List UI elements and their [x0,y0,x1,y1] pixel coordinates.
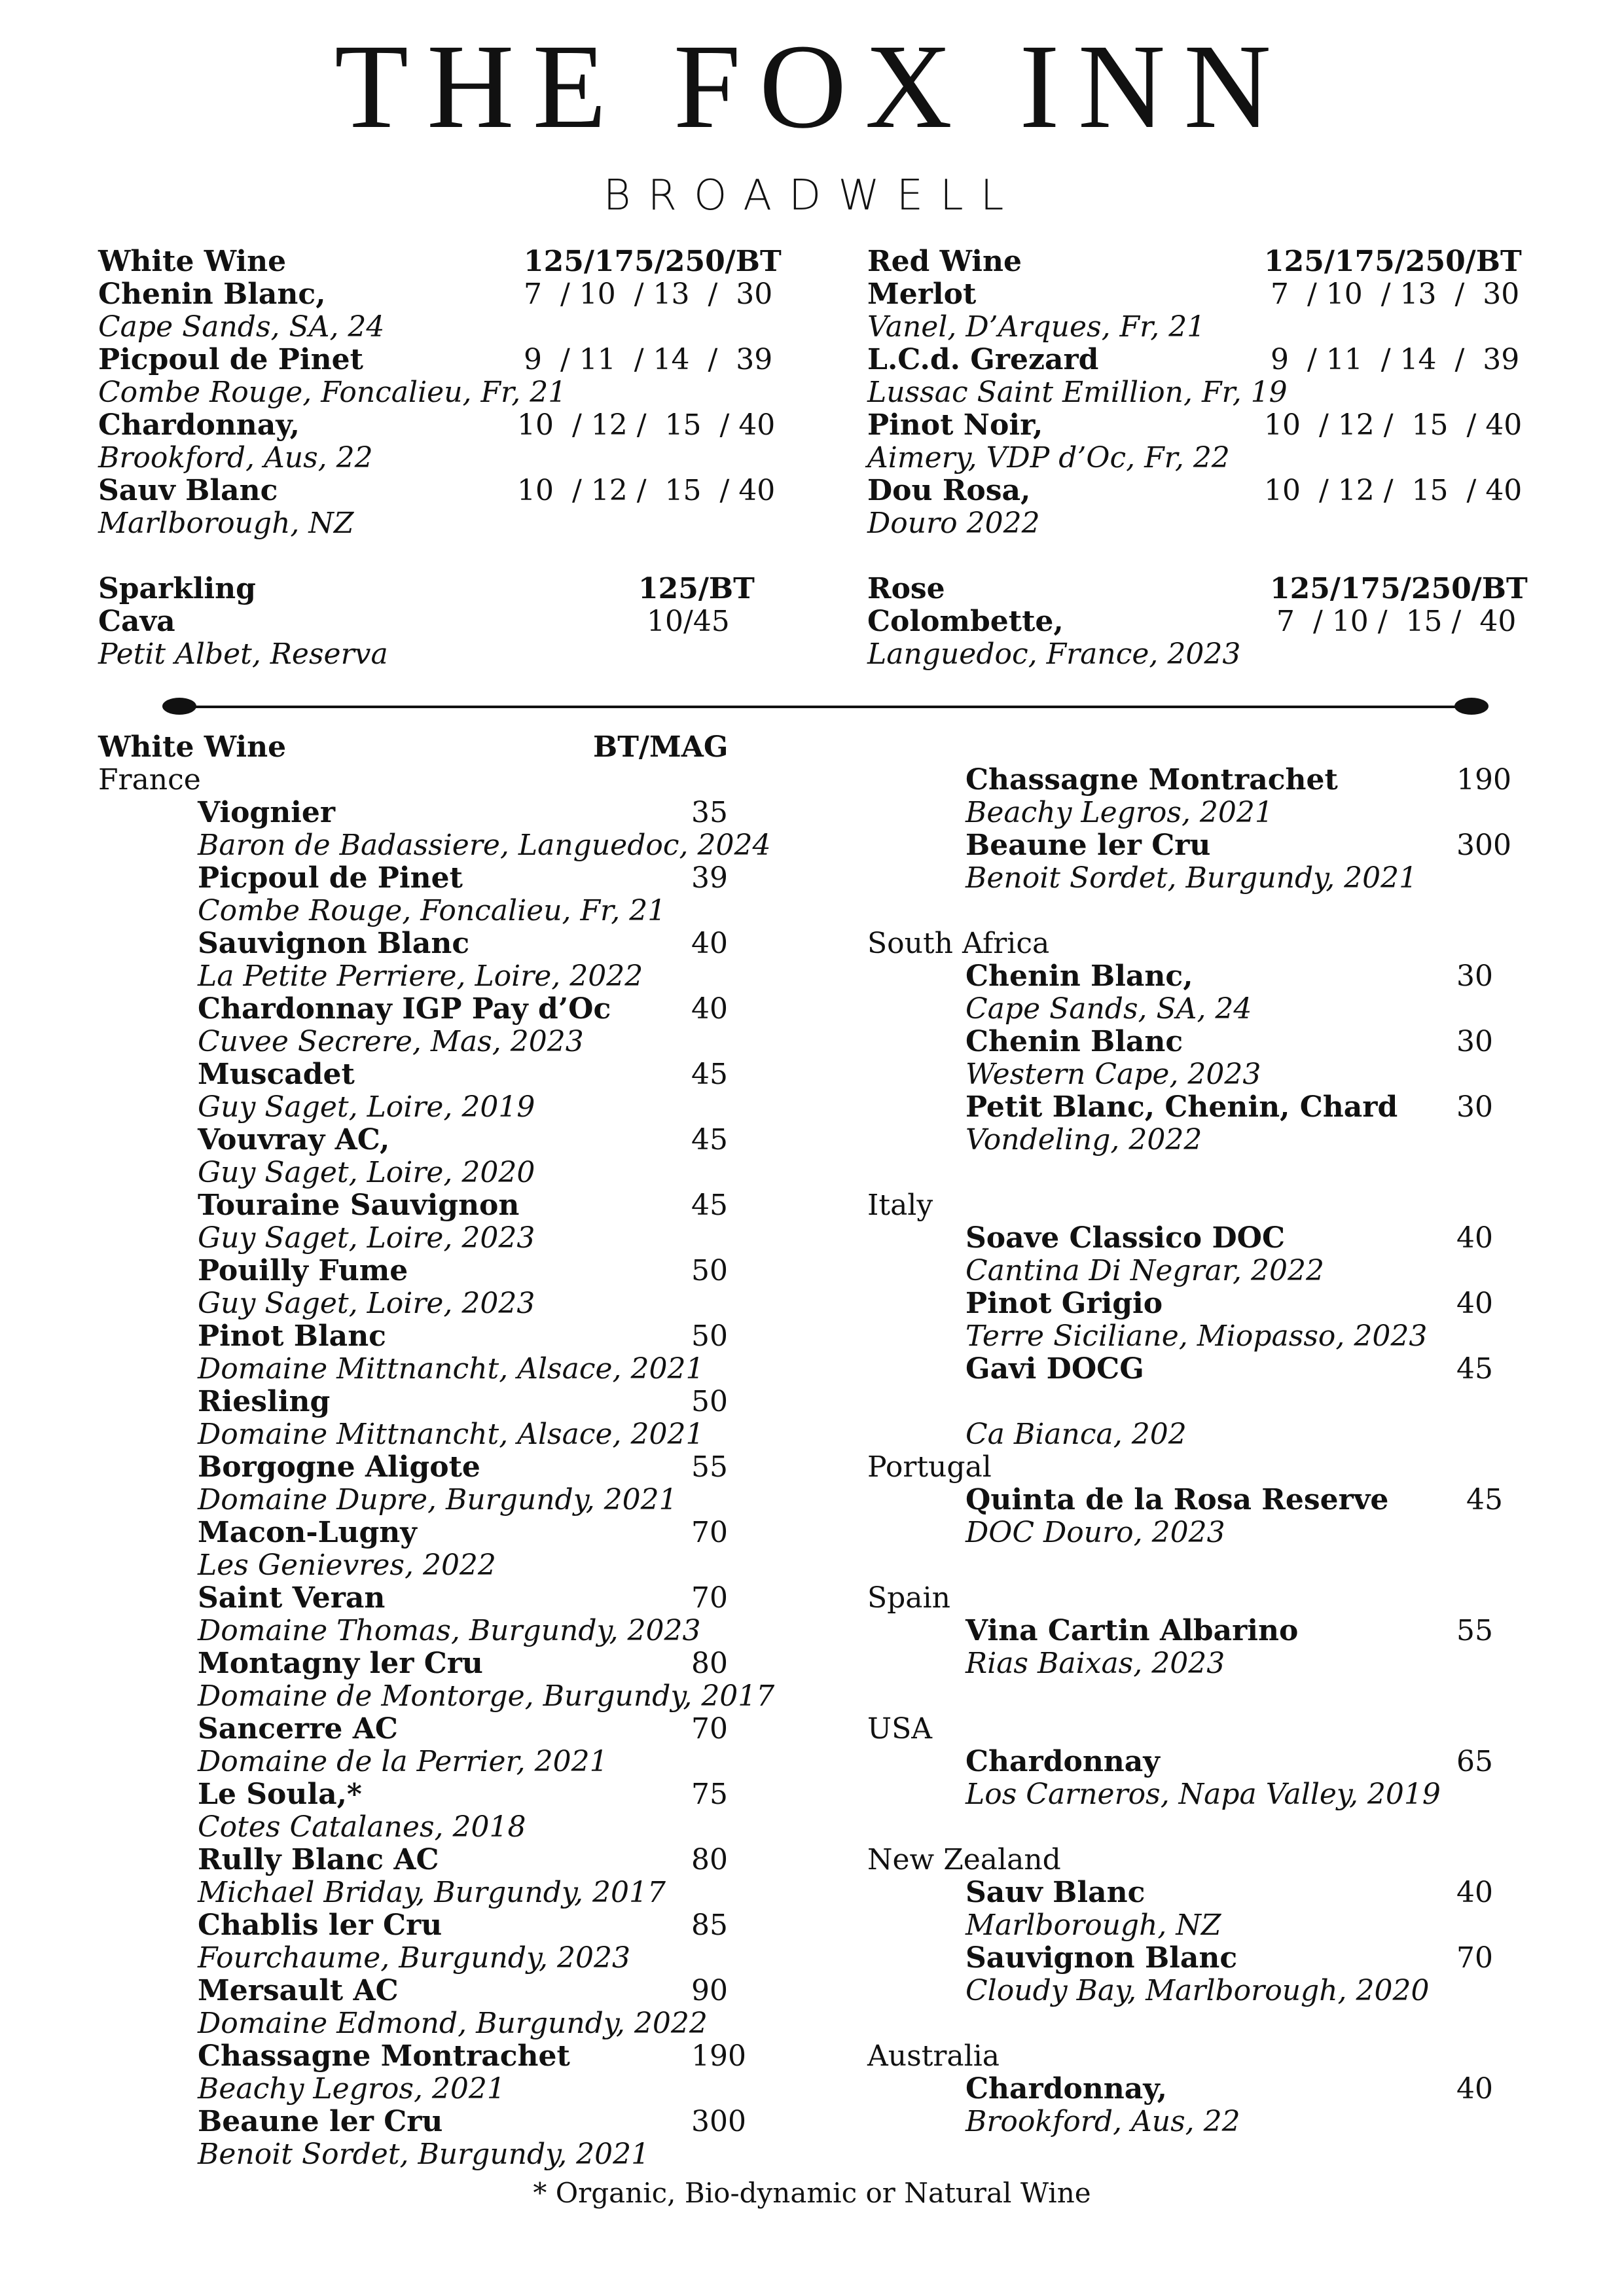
wine-price: 40 [691,992,728,1026]
price-heading: 125/175/250/BT [524,245,782,278]
wine-name [867,960,1587,993]
section-heading-red-wine: Red Wine 125/175/250/BT [867,245,1522,278]
wine-price: 30 [1456,1025,1493,1058]
wine-name-text: Chardonnay, [965,2072,1167,2106]
wine-name: Pinot Noir, 10 / 12 / 15 / 40 [867,408,1523,442]
price-heading: 125/175/250/BT [1264,245,1522,278]
top-left-column [98,245,782,671]
wine-price: 10 / 12 / 15 / 40 [1264,408,1523,442]
wine-name-text: Mersault AC [198,1974,399,2007]
wine-price: 40 [1456,1876,1493,1909]
wine-description: Domaine Dupre, Burgundy, 2021 [198,1483,677,1516]
wine-name-text: Muscadet [198,1058,355,1091]
wine-name [98,1909,851,1942]
section-divider [170,706,1479,708]
wine-name: Chenin Blanc, 7 / 10 / 13 / 30 [98,278,773,311]
page-title: THE FOX INN [334,20,1290,154]
wine-price: 50 [691,1254,728,1287]
wine-price: 10/45 [647,605,730,638]
top-right-column [867,245,1542,671]
wine-description: Combe Rouge, Foncalieu, Fr, 21 [98,376,567,409]
wine-name [98,1255,851,1287]
wine-name-text: Petit Blanc, Chenin, Chard [965,1090,1398,1124]
wine-name-text: Touraine Sauvignon [198,1189,520,1222]
region-heading-usa: USA [867,1712,932,1746]
divider-end-right [1454,698,1489,715]
wine-price: 30 [1456,960,1493,993]
wine-description: Domaine de la Perrier, 2021 [198,1745,608,1778]
wine-name [98,2106,851,2138]
wine-price: 80 [691,1647,728,1680]
wine-name-text: Sauvignon Blanc [198,927,470,960]
wine-description: Cloudy Bay, Marlborough, 2020 [965,1974,1430,2007]
wine-description: Domaine de Montorge, Burgundy, 2017 [198,1679,775,1713]
region-heading-portugal: Portugal [867,1450,992,1484]
wine-description: Marlborough, NZ [98,507,354,540]
wine-name [98,1516,851,1549]
price-heading: BT/MAG [593,730,729,764]
wine-price: 10 / 12 / 15 / 40 [517,474,776,507]
divider-end-left [162,698,196,715]
wine-description: Petit Albet, Reserva [98,637,388,671]
wine-price: 300 [1456,829,1511,862]
wine-name-text: Sauvignon Blanc [965,1941,1238,1975]
section-heading-white-wine [98,731,851,764]
wine-price: 35 [691,796,728,829]
wine-name [867,1746,1587,1778]
wine-name-text: Montagny ler Cru [198,1647,483,1680]
wine-name [867,1484,1587,1516]
wine-description: Fourchaume, Burgundy, 2023 [198,1941,630,1975]
wine-price: 50 [691,1319,728,1353]
wine-price: 30 [1456,1090,1493,1124]
wine-name [867,1876,1587,1909]
page-subtitle: BROADWELL [603,171,1021,220]
wine-name: L.C.d. Grezard 9 / 11 / 14 / 39 [867,343,1520,376]
bottom-right-column [867,764,1587,2138]
wine-name-text: Viognier [198,796,336,829]
wine-name [98,1451,851,1484]
wine-price: 7 / 10 / 13 / 30 [1271,278,1520,311]
wine-price: 75 [691,1778,728,1811]
wine-name: Cava 10/45 [98,605,730,638]
wine-name [98,1386,851,1418]
section-heading-rose: Rose 125/175/250/BT [867,572,1528,605]
wine-name-text: Chablis ler Cru [198,1909,442,1942]
wine-name [98,993,851,1026]
wine-name-text: Chardonnay [965,1745,1160,1778]
wine-name [867,1222,1587,1255]
wine-description: Domaine Thomas, Burgundy, 2023 [198,1614,701,1647]
wine-description: Domaine Mittnancht, Alsace, 2021 [198,1418,704,1451]
wine-description: Domaine Edmond, Burgundy, 2022 [198,2007,708,2040]
wine-description: Cuvee Secrere, Mas, 2023 [198,1025,584,1058]
wine-name-text: Quinta de la Rosa Reserve [965,1483,1389,1516]
wine-description: Western Cape, 2023 [965,1058,1261,1091]
wine-name-text: Picpoul de Pinet [198,861,463,895]
wine-price: 85 [691,1909,728,1942]
wine-name [98,1320,851,1353]
wine-name-text: Borgogne Aligote [198,1450,480,1484]
wine-name-text: Pinot Blanc [198,1319,386,1353]
region-heading-france: France [98,763,201,797]
wine-name [98,1975,851,2007]
wine-description: Cotes Catalanes, 2018 [198,1810,526,1844]
wine-description: Cape Sands, SA, 24 [98,310,385,344]
wine-price: 45 [691,1058,728,1091]
wine-price: 300 [691,2105,746,2138]
wine-price: 7 / 10 / 13 / 30 [524,278,773,311]
section-heading-sparkling: Sparkling 125/BT [98,572,755,605]
wine-name [98,1582,851,1615]
wine-description: Lussac Saint Emillion, Fr, 19 [867,376,1288,409]
wine-price: 45 [1466,1483,1503,1516]
wine-name-text: Riesling [198,1385,331,1418]
price-heading: 125/BT [638,572,755,605]
wine-price: 40 [691,927,728,960]
wine-price: 55 [1456,1614,1493,1647]
wine-price: 70 [691,1516,728,1549]
wine-price: 190 [691,2039,746,2073]
wine-name: Dou Rosa, 10 / 12 / 15 / 40 [867,474,1523,507]
wine-description: Brookford, Aus, 22 [965,2105,1240,2138]
wine-description: Brookford, Aus, 22 [98,441,373,475]
wine-price: 50 [691,1385,728,1418]
wine-description: DOC Douro, 2023 [965,1516,1225,1549]
bottom-left-column [98,731,851,2171]
wine-name: Picpoul de Pinet 9 / 11 / 14 / 39 [98,343,773,376]
wine-name-text: Gavi DOCG [965,1352,1144,1386]
wine-description: Beachy Legros, 2021 [198,2072,505,2106]
wine-name [98,1058,851,1091]
wine-name-text: Chardonnay IGP Pay d’Oc [198,992,611,1026]
wine-name-text: Beaune ler Cru [965,829,1211,862]
wine-price: 65 [1456,1745,1493,1778]
wine-description: La Petite Perriere, Loire, 2022 [198,960,643,993]
wine-description: Vondeling, 2022 [965,1123,1202,1157]
wine-name [98,927,851,960]
wine-name-text: Chassagne Montrachet [198,2039,570,2073]
wine-description: Los Carneros, Napa Valley, 2019 [965,1778,1441,1811]
wine-name-text: Chenin Blanc, [965,960,1193,993]
wine-price: 40 [1456,1221,1493,1255]
wine-price: 45 [691,1123,728,1157]
wine-description: Michael Briday, Burgundy, 2017 [198,1876,666,1909]
wine-price: 45 [1456,1352,1493,1386]
wine-name: Colombette, 7 / 10 / 15 / 40 [867,605,1517,638]
wine-price: 190 [1456,763,1511,797]
wine-price: 7 / 10 / 15 / 40 [1276,605,1517,638]
wine-price: 70 [1456,1941,1493,1975]
region-heading-south-africa: South Africa [867,927,1050,960]
wine-name: Chardonnay, 10 / 12 / 15 / 40 [98,408,776,442]
wine-price: 40 [1456,1287,1493,1320]
wine-description: Guy Saget, Loire, 2020 [198,1156,535,1189]
wine-name [98,862,851,895]
wine-name [867,829,1587,862]
wine-price: 70 [691,1581,728,1615]
wine-name [867,1026,1587,1058]
wine-description: Terre Siciliane, Miopasso, 2023 [965,1319,1428,1353]
wine-name-text: Sauv Blanc [965,1876,1146,1909]
region-heading-australia: Australia [867,2039,1000,2073]
wine-name [98,1124,851,1157]
region-heading-new-zealand: New Zealand [867,1843,1061,1876]
wine-description: Guy Saget, Loire, 2023 [198,1287,535,1320]
wine-description: Rias Baixas, 2023 [965,1647,1225,1680]
wine-description: Ca Bianca, 202 [965,1418,1187,1451]
wine-name [867,2073,1587,2106]
wine-name-text: Soave Classico DOC [965,1221,1285,1255]
wine-name [867,1353,1587,1386]
wine-description: Beachy Legros, 2021 [965,796,1273,829]
wine-description: Douro 2022 [867,507,1040,540]
wine-name [98,797,851,829]
wine-name-text: Saint Veran [198,1581,386,1615]
wine-description: Baron de Badassiere, Languedoc, 2024 [198,829,771,862]
wine-name [98,1844,851,1876]
wine-description: Benoit Sordet, Burgundy, 2021 [965,861,1418,895]
wine-name [867,1942,1587,1975]
region-heading-spain: Spain [867,1581,950,1615]
wine-name-text: Sancerre AC [198,1712,398,1746]
wine-price: 9 / 11 / 14 / 39 [1271,343,1520,376]
wine-description: Languedoc, France, 2023 [867,637,1241,671]
wine-price: 45 [691,1189,728,1222]
wine-price: 39 [691,861,728,895]
footnote: * Organic, Bio-dynamic or Natural Wine [533,2177,1091,2209]
wine-price: 40 [1456,2072,1493,2106]
wine-name-text: Chenin Blanc [965,1025,1183,1058]
wine-description: Guy Saget, Loire, 2019 [198,1090,535,1124]
wine-description: Benoit Sordet, Burgundy, 2021 [198,2138,650,2171]
wine-name-text: Le Soula,* [198,1778,362,1811]
wine-price: 55 [691,1450,728,1484]
wine-description: Marlborough, NZ [965,1909,1221,1942]
wine-description: Combe Rouge, Foncalieu, Fr, 21 [198,894,666,927]
wine-price: 9 / 11 / 14 / 39 [524,343,773,376]
wine-name [867,764,1587,797]
wine-price: 10 / 12 / 15 / 40 [1264,474,1523,507]
wine-description: Cantina Di Negrar, 2022 [965,1254,1325,1287]
wine-name-text: Macon-Lugny [198,1516,417,1549]
wine-description: Les Genievres, 2022 [198,1549,496,1582]
wine-description: Cape Sands, SA, 24 [965,992,1252,1026]
wine-price: 10 / 12 / 15 / 40 [517,408,776,442]
wine-name [867,1615,1587,1647]
wine-name [98,2040,851,2073]
wine-price: 90 [691,1974,728,2007]
region-heading-italy: Italy [867,1189,933,1222]
wine-name-text: Rully Blanc AC [198,1843,439,1876]
wine-price: 70 [691,1712,728,1746]
wine-name [98,1713,851,1746]
wine-name [867,1091,1587,1124]
wine-name-text: Chassagne Montrachet [965,763,1338,797]
wine-name: Merlot 7 / 10 / 13 / 30 [867,278,1520,311]
wine-description: Vanel, D’Arques, Fr, 21 [867,310,1206,344]
wine-description: Domaine Mittnancht, Alsace, 2021 [198,1352,704,1386]
wine-name-text: Beaune ler Cru [198,2105,443,2138]
wine-description: Aimery, VDP d’Oc, Fr, 22 [867,441,1230,475]
wine-name-text: Pinot Grigio [965,1287,1163,1320]
heading-text: White Wine [98,730,287,764]
wine-price: 80 [691,1843,728,1876]
wine-name [98,1778,851,1811]
wine-name [98,1189,851,1222]
wine-name [867,1287,1587,1320]
wine-name-text: Pouilly Fume [198,1254,408,1287]
wine-name-text: Vina Cartin Albarino [965,1614,1299,1647]
section-heading-white-wine: White Wine 125/175/250/BT [98,245,782,278]
wine-name: Sauv Blanc 10 / 12 / 15 / 40 [98,474,776,507]
wine-name-text: Vouvray AC, [198,1123,390,1157]
price-heading: 125/175/250/BT [1270,572,1528,605]
wine-description: Guy Saget, Loire, 2023 [198,1221,535,1255]
wine-name [98,1647,851,1680]
